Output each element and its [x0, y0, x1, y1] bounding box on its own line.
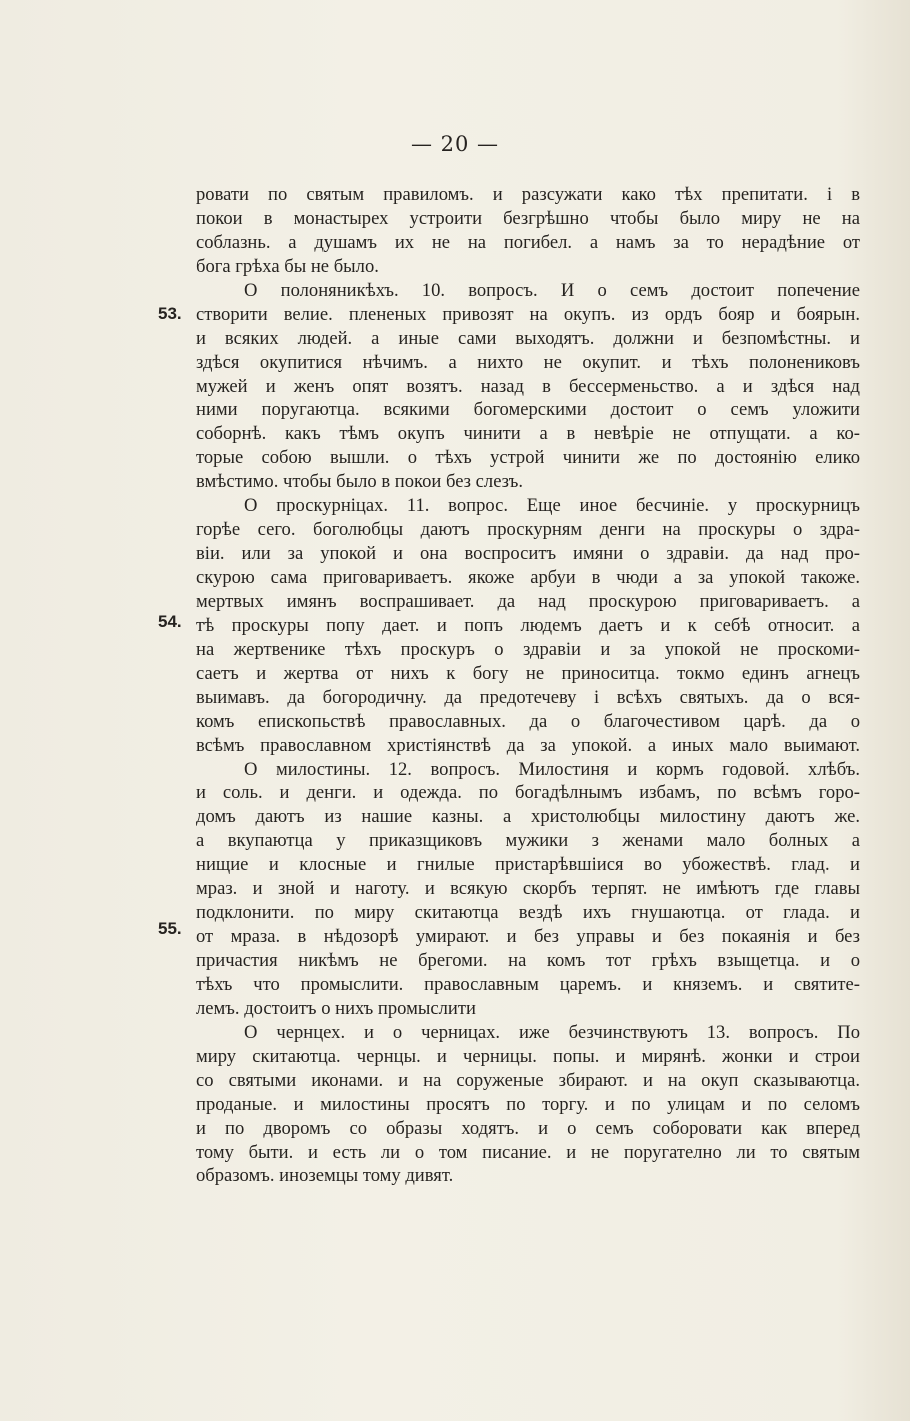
text-line: причастия никѣмъ не брегоми. на комъ тот грѣхъ взыщетца. и о — [196, 950, 860, 971]
margin-number-55: 55. — [158, 919, 182, 938]
paragraph-start: О проскурніцах. 11. вопрос. Еще иное бесчиніе. у проскурницъ — [244, 495, 860, 517]
text-line: соблазнь. а душамъ их не на погибел. а намъ за то нерадѣние от — [196, 231, 860, 253]
text-line: выимавъ. да богородичну. да предотечеву і всѣхъ святыхъ. да о вся- — [196, 686, 860, 708]
text-line: горѣе сего. боголюбцы даютъ проскурням денги на проскуры о здра- — [196, 519, 860, 541]
paragraph-start: О чернцех. и о черницах. иже безчинствуютъ 13. вопросъ. По — [244, 1021, 860, 1043]
text-line: саетъ и жертва от нихъ к богу не приноситца. токмо единъ агнецъ — [196, 662, 860, 684]
text-line: и по дворомъ со образы ходятъ. и о семъ соборовати как вперед — [196, 1117, 860, 1139]
text-line: торые собою вышли. о тѣхъ устрой чинити же по достоянію елико — [196, 447, 860, 469]
text-line: створити велие. плененых привозят на окупъ. из ордъ бояр и боярын. — [196, 303, 860, 325]
text-line: и всяких людей. а иные сами выходятъ. должни и безпомѣстны. и — [196, 327, 860, 349]
text-line: тѣхъ что промыслити. православным царемъ. и княземъ. и святите- — [196, 973, 860, 995]
text-line: вмѣстимо. чтобы было в покои без слезъ. — [196, 471, 523, 493]
margin-number-54: 54. — [158, 612, 182, 631]
text-line: подклонити. по миру скитаютца вездѣ ихъ гнушаютца. от глада. и — [196, 902, 860, 924]
text-line: бога грѣха бы не было. — [196, 255, 379, 277]
text-line: здѣся окупитися нѣчимъ. а нихто не окупит. и тѣхъ полонениковъ — [196, 351, 860, 373]
text-line: віи. или за упокой и она воспроситъ имяни о здравіи. да над про- — [196, 543, 860, 565]
text-line: от мраза. в нѣдозорѣ умирают. и без управы и без покаянія и без — [196, 926, 860, 948]
text-line: и соль. и денги. и одежда. по богадѣлнымъ избамъ, по всѣмъ горо- — [196, 782, 860, 804]
text-line: проданые. и милостины просятъ по торгу. и по улицам и по селомъ — [196, 1093, 860, 1115]
text-line: покои в монастырех устроити безгрѣшно чтобы было миру не на — [196, 207, 860, 229]
page-number: — 20 — — [410, 132, 500, 156]
text-line: ними поругаютца. всякими богомерскими достоит о семъ уложити — [196, 399, 860, 421]
text-line: домъ даютъ из нашие казны. а христолюбцы милостину даютъ же. — [196, 806, 860, 828]
text-line: ровати по святым правиломъ. и разсужати како тѣх препитати. і в — [196, 184, 860, 205]
text-line: со святыми иконами. и на соруженые збирают. и на окуп сказываютца. — [196, 1069, 860, 1091]
text-line: образомъ. иноземцы тому дивят. — [196, 1165, 454, 1187]
text-line: мужей и женъ опят возятъ. назад в бессерменьство. а и здѣся над — [196, 375, 860, 397]
text-line: мертвых имянъ воспрашивает. да над проскурою приговариваетъ. а — [196, 590, 860, 612]
text-line: на жертвенике тѣхъ проскуръ о здравіи и за упокой не проскоми- — [196, 638, 860, 660]
margin-number-53: 53. — [158, 304, 182, 323]
text-line: скурою сама приговариваетъ. якоже арбуи в чюди а за упокой такоже. — [196, 567, 860, 588]
text-line: тѣ проскуры попу дает. и попъ людемъ даетъ и к себѣ относит. а — [196, 614, 860, 636]
text-line: лемъ. достоитъ о нихъ промыслити — [196, 997, 476, 1019]
text-line: миру скитаютца. чернцы. и черницы. попы. и мирянѣ. жонки и строи — [196, 1045, 860, 1067]
paragraph-start: О полоняникѣхъ. 10. вопросъ. И о семъ достоит попечение — [244, 279, 860, 301]
text-line: а вкупаютца у приказщиковъ мужики з женами мало болных а — [196, 830, 860, 852]
body-text — [196, 183, 860, 1188]
text-line: мраз. и зной и наготу. и всякую скорбъ терпят. не имѣютъ где главы — [196, 878, 860, 900]
paragraph-start: О милостины. 12. вопросъ. Милостиня и кормъ годовой. хлѣбъ. — [244, 758, 860, 780]
text-line: комъ епископьствѣ православных. да о благочестивом царѣ. да о — [196, 710, 860, 732]
text-line: соборнѣ. какъ тѣмъ окупъ чинити а в невѣріе не отпущати. а ко- — [196, 423, 860, 445]
text-line: всѣмъ православном христіянствѣ да за упокой. а иных мало выимают. — [196, 734, 860, 756]
text-line: нищие и клосные и гнилые пристарѣвшіися во убожествѣ. глад. и — [196, 854, 860, 876]
text-line: тому быти. и есть ли о том писание. и не поругателно ли то святым — [196, 1141, 860, 1163]
